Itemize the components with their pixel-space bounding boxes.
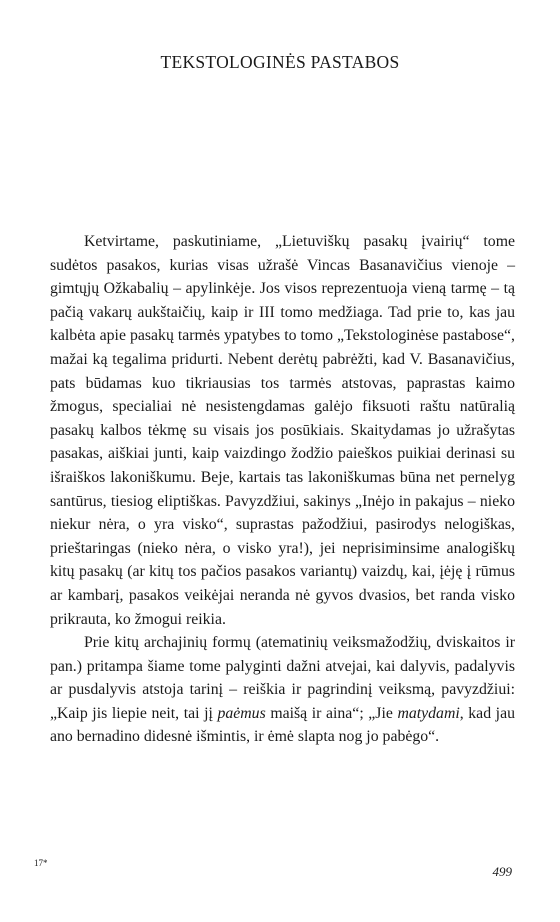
text-run: , kad jau ano bernadino didesnė išmintis, ir ėmė slapta nog jo pabėgo“.: [50, 704, 515, 746]
page-number: 499: [492, 864, 512, 879]
body-text: [50, 230, 515, 749]
page-title: TEKSTOLOGINĖS PASTABOS: [160, 52, 400, 72]
italic-text-run: paėmus: [217, 704, 266, 722]
paragraph: [50, 230, 515, 631]
signature-mark: 17*: [34, 858, 48, 868]
text-run: Ketvirtame, paskutiniame, „Lietuviškų pasakų įvairių“ tome sudėtos pasakos, kurias visas užrašė Vincas Basanavičius vienoje – gimtųjų Ožkabalių – apylinkėje. Jos visos reprezentuoja vieną tarmę – tą pačią vakarų aukštaičių, kaip ir III tomo medžiaga. Tad prie to, kas jau kalbėta apie pasakų tarmės ypatybes to tomo „Tekstologinėse pastabose“, mažai ką tegalima pridurti. Nebent derėtų pabrėžti, kad V. Basanavičius, pats būdamas kuo tikriausias tos tarmės atstovas, paprastas kaimo žmogus, specialiai nė nesistengdamas galėjo fiksuoti raštu natūralią pasakų kalbos tėkmę su visais jos posūkiais. Skaitydamas jo užrašytas pasakas, aiškiai junti, kaip vaizdingo žodžio paieškos puikiai derinasi su išraiškos lakoniškumu. Beje, kartais tas lakoniškumas būna net pernelyg santūrus, tiesiog eliptiškas. Pavyzdžiui, sakinys „Inėjo in pakajus – nieko niekur nėra, o yra visko“, suprastas pažodžiui, pasirodys nelogiškas, prieštaringas (nieko nėra, o visko yra!), jei neprisiminsime analogiškų kitų pasakų (ar kitų tos pačios pasakos variantų) vaizdų, kai, įėję į rūmus ar kambarį, pasakos veikėjai neranda nė gyvos dvasios, bet randa visko prikrauta, ko žmogui reikia.: [50, 233, 515, 628]
paragraph: [50, 631, 515, 749]
italic-text-run: matydami: [397, 704, 460, 722]
text-run: maišą ir aina“; „Jie: [265, 704, 398, 722]
text-run: Prie kitų archajinių formų (atematinių veiksmažodžių, dviskaitos ir pan.) pritampa šiame tome palyginti dažni atvejai, kai dalyvis, padalyvis ar pusdalyvis atstoja tarinį – reiškia ir pagrindinį veiksmą, pavyzdžiui: „Kaip jis liepie neit, tai jį: [50, 634, 515, 722]
